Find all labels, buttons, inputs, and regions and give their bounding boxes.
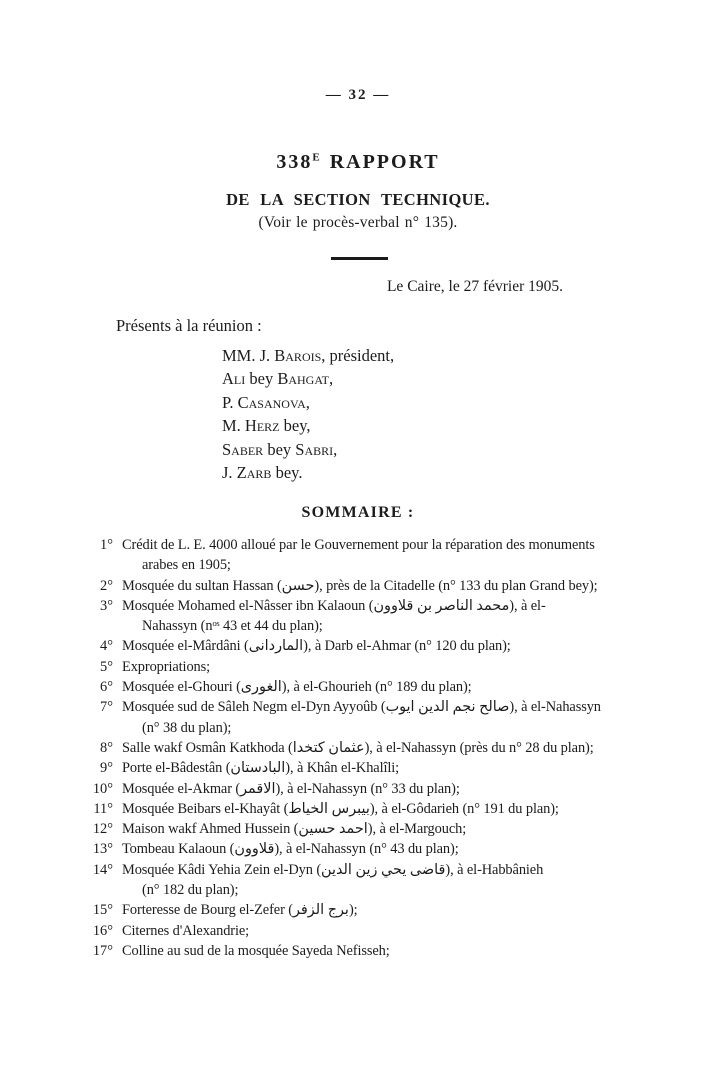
page-number: — 32 — — [325, 87, 391, 103]
sommaire-row-continuation — [88, 616, 693, 636]
item-number: 6° — [100, 679, 113, 696]
sommaire-row — [88, 819, 693, 839]
sommaire-row — [88, 657, 693, 677]
item-text: Mosquée Beibars el-Khayât (بيبرس الخياط), à el-Gôdarieh (n° 191 du plan); — [122, 800, 559, 817]
item-number: 8° — [100, 739, 113, 756]
item-text: arabes en 1905; — [142, 557, 231, 574]
item-text: Porte el-Bâdestân (البادستان), à Khân el-Khalîli; — [122, 760, 400, 777]
sommaire-row — [88, 758, 693, 778]
proces-verbal-reference: (Voir le procès-verbal n° 135). — [258, 214, 458, 231]
item-text: Mosquée el-Akmar (الاقمر), à el-Nahassyn (n° 33 du plan); — [122, 780, 460, 797]
attendee-line: Saber bey Sabri, — [222, 439, 338, 459]
divider-rule — [331, 257, 388, 260]
sommaire-row — [88, 697, 693, 717]
item-number: 5° — [100, 658, 113, 675]
attendee-line: Ali bey Bahgat, — [222, 369, 334, 389]
item-number: 15° — [92, 902, 113, 919]
item-number: 17° — [92, 942, 113, 959]
sommaire-row — [88, 799, 693, 819]
item-number: 11° — [93, 800, 113, 817]
item-text: Mosquée el-Mârdâni (الماردانى), à Darb el-Ahmar (n° 120 du plan); — [122, 638, 511, 655]
item-text: Salle wakf Osmân Katkhoda (عثمان كتخدا), à el-Nahassyn (près du n° 28 du plan); — [122, 739, 594, 756]
item-text: Mosquée Kâdi Yehia Zein el-Dyn (قاضى يحي زين الدين), à el-Habbânieh — [122, 861, 544, 878]
item-text: Nahassyn (nᵒˢ 43 et 44 du plan); — [142, 618, 323, 635]
sommaire-row — [88, 900, 693, 920]
report-title — [0, 151, 716, 174]
sommaire-row — [88, 677, 693, 697]
item-number: 12° — [92, 821, 113, 838]
item-text: Mosquée du sultan Hassan (حسن), près de la Citadelle (n° 133 du plan Grand bey); — [122, 577, 598, 594]
item-number: 14° — [92, 861, 113, 878]
sommaire-row — [88, 839, 693, 859]
sommaire-list — [88, 535, 693, 961]
attendance-intro: Présents à la réunion : — [116, 316, 262, 335]
item-text: Maison wakf Ahmed Hussein (احمد حسين), à el-Margouch; — [122, 821, 467, 838]
item-number: 1° — [100, 537, 113, 553]
sommaire-row-continuation — [88, 555, 693, 575]
item-text: (n° 38 du plan); — [142, 719, 232, 736]
sommaire-row-continuation — [88, 880, 693, 900]
sommaire-row — [88, 860, 693, 880]
item-text: Colline au sud de la mosquée Sayeda Nefisseh; — [122, 942, 390, 959]
item-number: 9° — [100, 760, 113, 777]
item-number: 3° — [100, 597, 113, 614]
item-text: Mosquée sud de Sâleh Negm el-Dyn Ayyoûb (صالح نجم الدين ايوب), à el-Nahassyn — [122, 699, 601, 716]
item-number: 7° — [100, 699, 113, 716]
dateline: Le Caire, le 27 février 1905. — [386, 278, 563, 295]
sommaire-row — [88, 636, 693, 656]
sommaire-row — [88, 941, 693, 961]
attendee-line: J. Zarb bey. — [222, 462, 303, 482]
sommaire-row — [88, 738, 693, 758]
item-text: Crédit de L. E. 4000 alloué par le Gouvernement pour la réparation des monuments — [122, 537, 595, 553]
item-number: 10° — [92, 780, 113, 797]
sommaire-row — [88, 596, 693, 616]
item-number: 4° — [100, 638, 113, 655]
section-subtitle: DE LA SECTION TECHNIQUE. — [226, 190, 490, 209]
item-text: Tombeau Kalaoun (قلاوون), à el-Nahassyn (n° 43 du plan); — [122, 841, 459, 858]
item-text: Mosquée el-Ghouri (الغورى), à el-Ghourieh (n° 189 du plan); — [122, 679, 472, 696]
item-text: Mosquée Mohamed el-Nâsser ibn Kalaoun (محمد الناصر بن قلاوون), à el- — [122, 597, 546, 614]
item-text: (n° 182 du plan); — [142, 882, 239, 899]
sommaire-row-continuation — [88, 718, 693, 738]
item-text: Forteresse de Bourg el-Zefer (برج الزفر); — [122, 902, 358, 919]
item-number: 13° — [92, 841, 113, 858]
sommaire-row — [88, 535, 693, 555]
sommaire-row — [88, 779, 693, 799]
item-number: 16° — [92, 922, 113, 939]
attendee-list — [222, 344, 394, 484]
item-number: 2° — [100, 577, 113, 594]
report-title-ordinal-sup: E — [312, 151, 320, 164]
report-title-number: 338 — [276, 151, 313, 173]
attendee-line: M. Herz bey, — [222, 416, 311, 436]
sommaire-row — [88, 921, 693, 941]
attendee-line: P. Casanova, — [222, 392, 310, 412]
attendee-line: MM. J. Barois, président, — [222, 346, 395, 365]
sommaire-row — [88, 576, 693, 596]
report-title-word: RAPPORT — [329, 151, 440, 173]
item-text: Citernes d'Alexandrie; — [122, 922, 250, 939]
sommaire-heading: SOMMAIRE : — [301, 504, 415, 521]
item-text: Expropriations; — [122, 658, 211, 675]
